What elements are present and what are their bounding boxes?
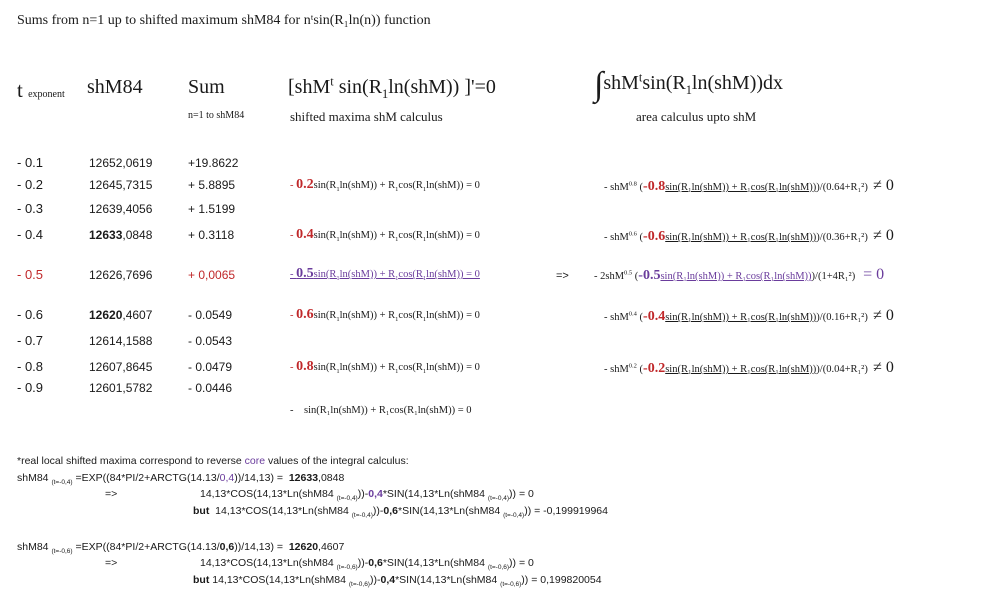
deriv-part: cos(R (398, 230, 423, 241)
note-intro (17, 455, 409, 467)
row-shm (89, 228, 152, 242)
f-sub: (t=-0,4) (51, 479, 73, 487)
deriv-coef: 0.2 (296, 177, 314, 192)
f-part: ))- (372, 505, 384, 517)
deriv-last: sin(R₁ln(shM)) + R₁cos(R₁ln(shM)) = 0 (304, 405, 472, 416)
row-sum: - 0.0446 (188, 381, 233, 395)
deriv-part: sin(R (313, 362, 337, 373)
formula-but-06 (193, 574, 602, 589)
deriv-sub: 1 (395, 275, 399, 283)
area-denom: (0.04+R₁²) (822, 364, 868, 375)
deriv-dash: - (290, 362, 294, 373)
deriv-part: ln(shM)) = 0 (426, 180, 480, 191)
header-shm: shM84 (87, 76, 143, 98)
f-part: *SIN(14,13*Ln(shM84 (382, 557, 485, 569)
implies-arrow: => (556, 270, 569, 282)
f-part: ))- (357, 488, 369, 500)
row-t: - 0.6 (17, 307, 44, 322)
f-highlight: 0,6 (219, 541, 235, 553)
f-part: shM84 (17, 541, 49, 553)
row-t: - 0.8 (17, 359, 44, 374)
header-sum: Sum (188, 76, 225, 98)
hd-sup: t (330, 74, 334, 89)
header-integral-caption: area calculus upto shM (636, 109, 757, 124)
area-exp: 0.5 (624, 269, 633, 277)
f-part: ))- (369, 574, 381, 586)
deriv-part: ln(shM)) = 0 (426, 269, 480, 280)
row-shm: 12614,1588 (89, 334, 153, 348)
row-shm: 12607,8645 (89, 360, 153, 374)
not-equal-zero: ≠ 0 (873, 359, 894, 376)
f-part: 14,13*COS(14,13*Ln(shM84 (200, 488, 334, 500)
f-part: 14,13*COS(14,13*Ln(shM84 (212, 574, 346, 586)
area-close: )/ (811, 271, 818, 282)
area-prefix: - shM (604, 232, 629, 243)
area-coef: -0.6 (643, 229, 666, 244)
f-sub: (t=-0,6) (348, 581, 370, 589)
area-coef: -0.4 (643, 309, 666, 324)
area-exp: 0.4 (628, 310, 637, 318)
formula-shm84-06 (17, 541, 345, 556)
note-text: values of the integral calculus: (265, 455, 409, 467)
integral-icon: ∫ (594, 66, 604, 103)
derivative-equation (290, 177, 480, 193)
f-but: but (193, 574, 210, 586)
equals-zero: = 0 (863, 266, 885, 283)
hi-mid: sin(R (642, 72, 686, 94)
f-highlight: 0,4 (368, 488, 383, 500)
row-sum: - 0.0549 (188, 308, 233, 322)
f-highlight: 0,6 (368, 557, 383, 569)
row-sum: +19.8622 (188, 156, 239, 170)
area-open: ( (632, 271, 639, 282)
f-sub: (t=-0,4) (487, 495, 510, 503)
f-part: shM84 (17, 472, 49, 484)
deriv-sub: 1 (336, 368, 340, 376)
row-sum: - 0.0479 (188, 360, 233, 374)
hi-sub: 1 (685, 83, 692, 97)
deriv-part: sin(R (313, 310, 337, 321)
row-sum: - 0.0543 (188, 334, 233, 348)
row-shm: 12645,7315 (89, 178, 153, 192)
area-coef: -0.8 (643, 179, 666, 194)
f-bold: 12620 (288, 541, 319, 553)
deriv-sub: 1 (422, 236, 427, 244)
f-part: 14,13*COS(14,13*Ln(shM84 (200, 557, 334, 569)
row-shm: 12601,5782 (89, 381, 153, 395)
f-part: )) = 0 (509, 557, 534, 569)
hi-sup: t (638, 70, 643, 85)
area-exp: 0.2 (628, 362, 637, 370)
deriv-coef: 0.5 (296, 266, 314, 281)
deriv-sub: 1 (422, 186, 427, 194)
area-prefix: - shM (604, 182, 629, 193)
note-core: core (244, 455, 266, 467)
area-equation-highlight (594, 266, 884, 284)
area-equation (604, 307, 894, 325)
deriv-part: cos(R (398, 180, 423, 191)
f-but: but (193, 505, 210, 517)
not-equal-zero: ≠ 0 (873, 307, 894, 324)
row-sum: + 0.3118 (188, 228, 235, 242)
row-shm (89, 308, 152, 322)
deriv-coef: 0.6 (296, 307, 314, 322)
f-part: *SIN(14,13*Ln(shM84 (398, 505, 501, 517)
f-part: *SIN(14,13*Ln(shM84 (382, 488, 485, 500)
f-part: 14,13*COS(14,13*Ln(shM84 (215, 505, 349, 517)
f-sub: (t=-0,4) (503, 512, 525, 520)
f-sub: (t=-0,6) (500, 581, 522, 589)
formula-but-04 (193, 505, 608, 520)
not-equal-zero: ≠ 0 (873, 177, 894, 194)
header-sum-sub: n=1 to shM84 (188, 110, 245, 121)
area-close: )/ (816, 182, 823, 193)
area-body: sin(R₁ln(shM)) + R₁cos(R₁ln(shM)) (665, 312, 817, 323)
deriv-sub: 1 (395, 316, 399, 324)
deriv-sub: 1 (336, 316, 340, 324)
deriv-part: cos(R (398, 362, 423, 373)
area-body: sin(R₁ln(shM)) + R₁cos(R₁ln(shM)) (665, 364, 817, 375)
deriv-coef: 0.4 (296, 227, 314, 242)
area-close: )/ (816, 232, 823, 243)
deriv-part: ln(shM)) = 0 (426, 362, 480, 373)
f-part: =EXP((84*PI/2+ARCTG(14.13/ (72, 541, 220, 553)
f-part: ,4607 (318, 541, 345, 553)
area-prefix: - 2shM (594, 271, 625, 282)
f-part: )) = -0,199919964 (524, 505, 608, 517)
formula-arrow: => (105, 488, 118, 500)
header-derivative (288, 76, 496, 99)
deriv-sub: 1 (422, 275, 427, 283)
row-t-highlight: - 0.5 (17, 267, 44, 282)
derivative-equation-highlight (290, 266, 480, 282)
note-text: *real local shifted maxima correspond to reverse (17, 455, 245, 467)
formula-shm84-04 (17, 472, 345, 487)
derivative-equation (290, 359, 480, 375)
area-denom: (0.16+R₁²) (822, 312, 868, 323)
f-sub: (t=-0,6) (51, 548, 73, 556)
row-t: - 0.9 (17, 380, 44, 395)
deriv-sub: 1 (395, 368, 399, 376)
area-denom: (1+4R₁²) (817, 271, 856, 282)
not-equal-zero: ≠ 0 (873, 227, 894, 244)
f-highlight: 0,4 (219, 472, 235, 484)
deriv-part: ln(shM)) + R (339, 362, 396, 373)
f-part: )) = 0 (509, 488, 534, 500)
area-body: sin(R₁ln(shM)) + R₁cos(R₁ln(shM)) (665, 232, 817, 243)
f-sub: (t=-0,4) (351, 512, 373, 520)
row-sum: + 1.5199 (188, 202, 236, 216)
row-shm-bold: 12633 (89, 228, 123, 242)
header-t-sub: exponent (28, 89, 65, 100)
area-close: )/ (816, 312, 823, 323)
formula-arrow: => (105, 557, 118, 569)
f-highlight: 0,6 (383, 505, 399, 517)
area-body: sin(R₁ln(shM)) + R₁cos(R₁ln(shM)) (660, 271, 812, 282)
f-part: )) = 0,199820054 (521, 574, 602, 586)
area-equation (604, 227, 894, 245)
f-sub: (t=-0,4) (336, 495, 358, 503)
hd-pre: [shM (288, 76, 331, 98)
row-sum: + 5.8895 (188, 178, 236, 192)
area-open: ( (636, 182, 644, 193)
deriv-part: cos(R (398, 310, 423, 321)
deriv-part: ln(shM)) = 0 (426, 230, 480, 241)
area-exp: 0.8 (628, 180, 637, 188)
deriv-dash: - (290, 180, 294, 191)
deriv-part: ln(shM)) + R (339, 180, 396, 191)
f-part: =EXP((84*PI/2+ARCTG(14.13/ (72, 472, 220, 484)
area-equation (604, 359, 894, 377)
header-t (17, 78, 65, 103)
area-denom: (0.36+R₁²) (822, 232, 868, 243)
derivative-equation (290, 227, 480, 243)
f-sub: (t=-0,6) (487, 564, 510, 572)
row-shm-rest: ,0848 (122, 228, 153, 242)
row-shm-bold: 12620 (89, 308, 123, 322)
deriv-part: sin(R (313, 180, 337, 191)
deriv-part: ln(shM)) = 0 (426, 310, 480, 321)
area-equation (604, 177, 894, 195)
hd-sub: 1 (382, 87, 389, 101)
deriv-sub: 1 (336, 236, 340, 244)
row-t: - 0.1 (17, 155, 44, 170)
deriv-sub: 1 (395, 186, 399, 194)
area-body: sin(R₁ln(shM)) + R₁cos(R₁ln(shM)) (665, 182, 817, 193)
header-integral (594, 66, 783, 104)
area-denom: (0.64+R₁²) (822, 182, 868, 193)
header-derivative-caption: shifted maxima shM calculus (290, 109, 443, 124)
row-t: - 0.4 (17, 227, 44, 242)
f-part: *SIN(14,13*Ln(shM84 (395, 574, 498, 586)
row-shm: 12639,4056 (89, 202, 153, 216)
deriv-dash: - (290, 310, 294, 321)
formula-cos-sin-06 (200, 557, 534, 572)
deriv-part: sin(R (313, 269, 337, 280)
derivative-equation (290, 307, 480, 323)
row-shm: 12626,7696 (89, 268, 153, 282)
hi-pre: shM (603, 72, 639, 94)
area-exp: 0.6 (628, 230, 637, 238)
deriv-part: ln(shM)) + R (339, 230, 396, 241)
deriv-coef: 0.8 (296, 359, 314, 374)
deriv-part: ln(shM)) + R (339, 269, 396, 280)
f-part: ,0848 (318, 472, 345, 484)
row-t: - 0.2 (17, 177, 44, 192)
deriv-dash: - (290, 230, 294, 241)
area-open: ( (636, 364, 644, 375)
f-highlight: 0,4 (380, 574, 396, 586)
deriv-dash: - (290, 405, 294, 416)
hi-post: ln(shM))dx (691, 72, 784, 94)
f-sub: (t=-0,6) (336, 564, 358, 572)
formula-cos-sin-04 (200, 488, 534, 503)
area-open: ( (636, 232, 644, 243)
row-shm: 12652,0619 (89, 156, 153, 170)
area-close: )/ (816, 364, 823, 375)
derivative-equation-limit (290, 405, 472, 416)
area-open: ( (636, 312, 644, 323)
area-prefix: - shM (604, 364, 629, 375)
area-coef: -0.5 (638, 268, 661, 283)
deriv-part: sin(R (313, 230, 337, 241)
page-title: Sums from n=1 up to shifted maximum shM84 for nᵗsin(R₁ln(n)) function (17, 13, 431, 28)
f-part: ))- (357, 557, 369, 569)
header-t-letter: t (17, 78, 23, 102)
row-shm-rest: ,4607 (122, 308, 153, 322)
deriv-sub: 1 (336, 275, 340, 283)
deriv-part: cos(R (398, 269, 423, 280)
row-sum-highlight: + 0,0065 (188, 268, 236, 282)
row-t: - 0.7 (17, 333, 44, 348)
f-part: ))/14,13) = (234, 541, 283, 553)
deriv-dash: - (290, 269, 294, 280)
deriv-sub: 1 (422, 368, 427, 376)
f-part: ))/14,13) = (234, 472, 283, 484)
deriv-sub: 1 (395, 236, 399, 244)
deriv-sub: 1 (336, 186, 340, 194)
hd-mid: sin(R (333, 76, 383, 98)
f-bold: 12633 (288, 472, 319, 484)
hd-post: ln(shM)) ]'=0 (388, 76, 496, 98)
row-t: - 0.3 (17, 201, 44, 216)
area-coef: -0.2 (643, 361, 666, 376)
deriv-part: ln(shM)) + R (339, 310, 396, 321)
area-prefix: - shM (604, 312, 629, 323)
deriv-sub: 1 (422, 316, 427, 324)
